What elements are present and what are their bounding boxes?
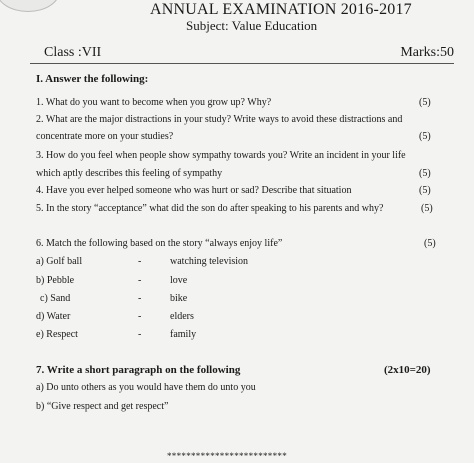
question-7-marks: (2x10=20)	[384, 364, 431, 376]
match-dash: -	[138, 329, 142, 340]
question-2: 2. What are the major distractions in your study? Write ways to avoid these distractions and	[36, 114, 403, 125]
school-seal	[0, 0, 60, 12]
match-option: family	[170, 329, 197, 340]
exam-title: ANNUAL EXAMINATION 2016-2017	[150, 1, 412, 18]
question-4: 4. Have you ever helped someone who was hurt or sad? Describe that situation	[36, 185, 352, 196]
match-item-a: a) Golf ball	[36, 256, 83, 267]
section-1-heading: I. Answer the following:	[36, 73, 149, 85]
question-7a: a) Do unto others as you would have them do unto you	[36, 382, 256, 393]
question-3-cont: which aptly describes this feeling of sympathy	[36, 168, 223, 179]
exam-subject: Subject: Value Education	[186, 18, 318, 33]
marks-label: Marks:50	[400, 45, 454, 60]
question-7b: b) “Give respect and get respect”	[36, 401, 169, 412]
match-dash: -	[138, 256, 142, 267]
match-item-d: d) Water	[36, 311, 71, 322]
match-option: bike	[170, 293, 188, 304]
question-7-heading: 7. Write a short paragraph on the following	[36, 364, 241, 376]
question-3: 3. How do you feel when people show sympathy towards you? Write an incident in your life	[36, 150, 406, 161]
match-item-c: c) Sand	[40, 293, 71, 304]
question-2-cont: concentrate more on your studies?	[36, 131, 174, 142]
question-6-heading: 6. Match the following based on the story “always enjoy life”	[36, 238, 283, 249]
match-dash: -	[138, 275, 142, 286]
match-option: watching television	[170, 256, 249, 267]
question-1: 1. What do you want to become when you grow up? Why?	[36, 97, 272, 108]
header-divider	[30, 63, 454, 64]
question-6-marks: (5)	[424, 238, 436, 249]
match-option: elders	[170, 311, 194, 322]
match-dash: -	[138, 311, 142, 322]
footer-stars: *************************	[167, 451, 287, 461]
question-5: 5. In the story “acceptance” what did the son do after speaking to his parents and why?	[36, 203, 384, 214]
match-dash: -	[138, 293, 142, 304]
question-2-marks: (5)	[419, 131, 431, 142]
match-item-e: e) Respect	[36, 329, 78, 340]
match-option: love	[170, 275, 188, 286]
question-4-marks: (5)	[419, 185, 431, 196]
match-item-b: b) Pebble	[36, 275, 75, 286]
class-label: Class :VII	[44, 45, 102, 60]
question-1-marks: (5)	[419, 97, 431, 108]
question-5-marks: (5)	[421, 203, 433, 214]
question-3-marks: (5)	[419, 168, 431, 179]
